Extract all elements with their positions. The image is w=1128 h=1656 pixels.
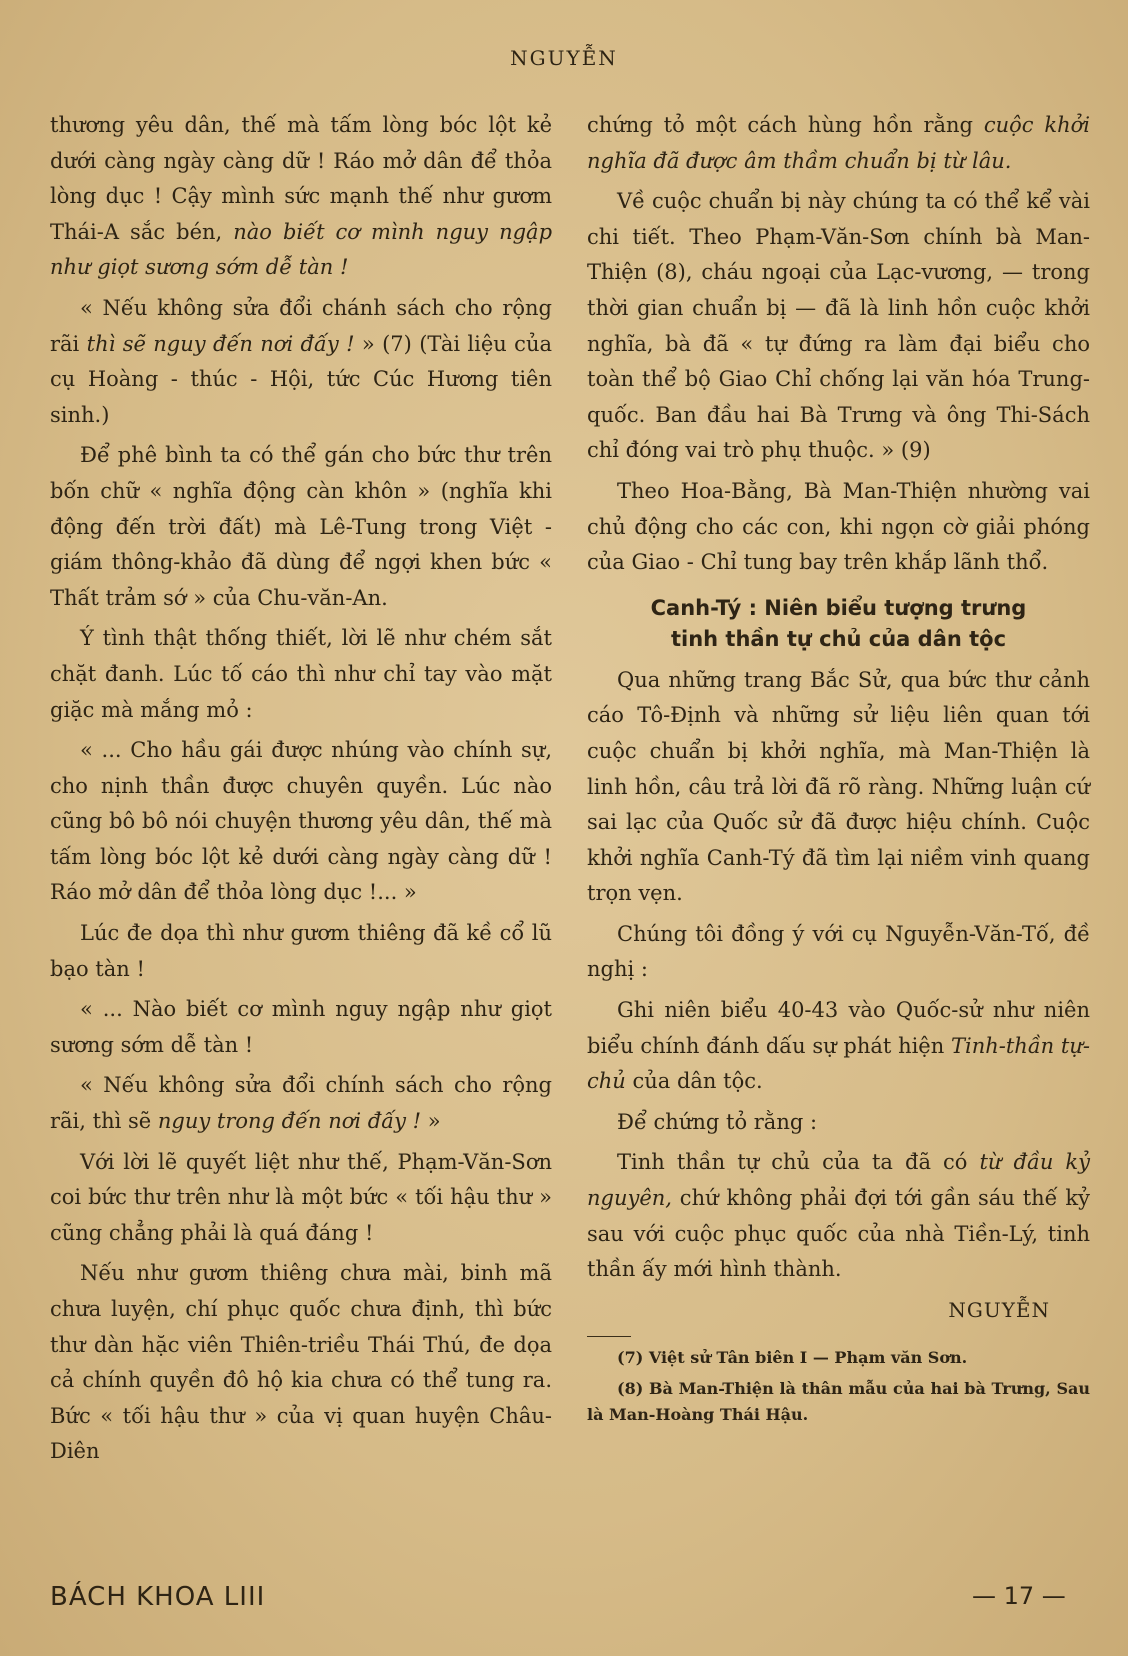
- paragraph: [50, 291, 552, 433]
- paragraph: [587, 993, 1090, 1100]
- paragraph: [50, 1068, 552, 1139]
- text-segment: Để phê bình ta có thể gán cho bức thư trên bốn chữ « nghĩa động càn khôn » (nghĩa khi động đến trời đất) mà Lê-Tung trong Việt - giám thông-khảo đã dùng để ngợi khen bức « Thất trảm sớ » của Chu-văn-An.: [50, 443, 552, 610]
- heading-line: Canh-Tý : Niên biểu tượng trưng: [650, 595, 1027, 620]
- paragraph: [587, 1105, 1090, 1141]
- text-segment: »: [421, 1109, 441, 1134]
- section-heading: [587, 593, 1090, 655]
- italic-text: Tinh-thần tự-chủ: [587, 1033, 1090, 1094]
- paragraph: [50, 438, 552, 616]
- text-segment: « Nếu không sửa đổi chánh sách cho rộng rãi: [50, 295, 552, 356]
- paragraph: [587, 663, 1090, 912]
- text-segment: thương yêu dân, thế mà tấm lòng bóc lột kẻ dưới càng ngày càng dữ ! Ráo mở dân để thỏa lòng dục ! Cậy mình sức mạnh thế như gươm Thái-A sắc bén,: [50, 113, 552, 244]
- text-segment: » (7) (Tài liệu của cụ Hoàng - thúc - Hội, tức Cúc Hương tiên sinh.): [50, 331, 552, 427]
- text-segment: Theo Hoa-Bằng, Bà Man-Thiện nhường vai chủ động cho các con, khi ngọn cờ giải phóng của Giao - Chỉ tung bay trên khắp lãnh thổ.: [587, 478, 1090, 575]
- footnote: (8) Bà Man-Thiện là thân mẫu của hai bà Trưng, Sau là Man-Hoàng Thái Hậu.: [587, 1379, 1090, 1425]
- text-segment: Tinh thần tự chủ của ta đã có: [617, 1150, 980, 1175]
- text-segment: chứ không phải đợi tới gần sáu thế kỷ sau với cuộc phục quốc của nhà Tiền-Lý, tinh thần ấy mới hình thành.: [587, 1186, 1090, 1282]
- text-segment: Ý tình thật thống thiết, lời lẽ như chém sắt chặt đanh. Lúc tố cáo thì như chỉ tay vào mặt giặc mà mắng mỏ :: [50, 626, 552, 722]
- text-segment: Để chứng tỏ rằng :: [617, 1109, 818, 1134]
- text-segment: Nếu như gươm thiêng chưa mài, binh mã chưa luyện, chí phục quốc chưa định, thì bức thư dàn hặc viên Thiên-triều Thái Thú, đe dọa cả chính quyền đô hộ kia chưa có thể tung ra. Bức « tối hậu thư » của vị quan huyện Châu-Diên: [50, 1261, 552, 1464]
- italic-text: cuộc khởi nghĩa đã được âm thầm chuẩn bị từ lâu.: [587, 113, 1090, 173]
- footnote: (7) Việt sử Tân biên I — Phạm văn Sơn.: [617, 1348, 968, 1368]
- page-number: — 17 —: [972, 1582, 1066, 1610]
- right-column: [587, 108, 1090, 1433]
- paragraph: [587, 917, 1090, 988]
- paragraph: [50, 733, 552, 911]
- paragraph: [50, 916, 552, 987]
- paragraph: [587, 184, 1090, 469]
- italic-text: nguy trong đến nơi đấy !: [157, 1109, 422, 1134]
- running-title: NGUYỄN: [510, 46, 618, 70]
- magazine-footer: BÁCH KHOA LIII: [50, 1582, 266, 1612]
- text-segment: Về cuộc chuẩn bị này chúng ta có thể kể vài chi tiết. Theo Phạm-Văn-Sơn chính bà Man-Thiện (8), cháu ngoại của Lạc-vương, — trong thời gian chuẩn bị — đã là linh hồn cuộc khởi nghĩa, bà đã « tự đứng ra làm đại biểu cho toàn thể bộ Giao Chỉ chống lại văn hóa Trung-quốc. Ban đầu hai Bà Trưng và ông Thi-Sách chỉ đóng vai trò phụ thuộc. » (9): [587, 189, 1090, 463]
- text-segment: Chúng tôi đồng ý với cụ Nguyễn-Văn-Tố, đề nghị :: [587, 921, 1090, 982]
- italic-text: nào biết cơ mình nguy ngập như giọt sương sớm dễ tàn !: [50, 219, 553, 280]
- paragraph: [50, 108, 552, 286]
- text-segment: « ... Nào biết cơ mình nguy ngập như giọt sương sớm dễ tàn !: [50, 997, 552, 1057]
- paragraph: [587, 474, 1090, 581]
- text-segment: Lúc đe dọa thì như gươm thiêng đã kề cổ lũ bạo tàn !: [50, 921, 552, 981]
- italic-text: từ đầu kỷ nguyên,: [587, 1150, 1090, 1211]
- text-segment: « ... Cho hầu gái được nhúng vào chính sự, cho nịnh thần được chuyên quyền. Lúc nào cũng bô bô nói chuyện thương yêu dân, thế mà tấm lòng bóc lột kẻ dưới càng ngày càng dữ ! Ráo mở dân để thỏa lòng dục !... »: [50, 738, 552, 905]
- text-segment: chứng tỏ một cách hùng hồn rằng: [587, 113, 984, 137]
- paragraph: [50, 992, 552, 1063]
- heading-line: tinh thần tự chủ của dân tộc: [670, 626, 1007, 651]
- text-segment: Với lời lẽ quyết liệt như thế, Phạm-Văn-Sơn coi bức thư trên như là một bức « tối hậu thư » cũng chẳng phải là quá đáng !: [50, 1149, 552, 1245]
- left-column: [50, 108, 552, 1475]
- footnote-divider: [587, 1336, 631, 1337]
- text-segment: Ghi niên biểu 40-43 vào Quốc-sử như niên biểu chính đánh dấu sự phát hiện: [587, 998, 1090, 1058]
- author-signature: NGUYỄN: [948, 1297, 1050, 1322]
- paragraph: [587, 1145, 1090, 1287]
- paragraph: [50, 1256, 552, 1470]
- italic-text: thì sẽ nguy đến nơi đấy !: [86, 331, 355, 356]
- text-segment: « Nếu không sửa đổi chính sách cho rộng rãi, thì sẽ: [50, 1073, 552, 1134]
- text-segment: của dân tộc.: [625, 1069, 763, 1094]
- paragraph: [50, 1145, 552, 1252]
- text-segment: Qua những trang Bắc Sử, qua bức thư cảnh cáo Tô-Định và những sử liệu liên quan tới cuộc chuẩn bị khởi nghĩa, mà Man-Thiện là linh hồn, câu trả lời đã rõ ràng. Những luận cứ sai lạc của Quốc sử đã được hiệu chính. Cuộc khởi nghĩa Canh-Tý đã tìm lại niềm vinh quang trọn vẹn.: [587, 667, 1090, 906]
- paragraph: [50, 621, 552, 728]
- paragraph: [587, 108, 1090, 179]
